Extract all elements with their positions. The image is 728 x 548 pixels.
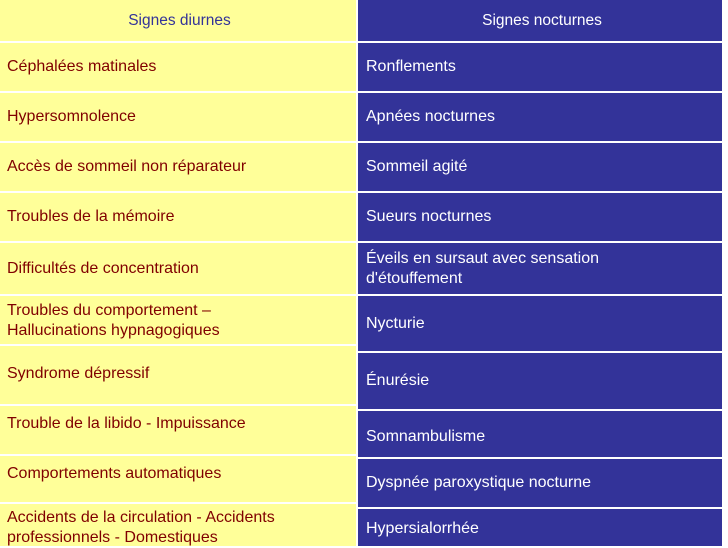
cell-text: Troubles du comportement – Hallucinations hypnagogiques xyxy=(7,302,220,339)
table-row xyxy=(0,406,356,454)
cell-text: Énurésie xyxy=(366,372,430,389)
table-row xyxy=(358,459,722,507)
cell-text: Sommeil agité xyxy=(366,158,468,175)
cell-text: Apnées nocturnes xyxy=(366,108,495,125)
cell-text: Troubles de la mémoire xyxy=(7,208,175,225)
cell-text: Accidents de la circulation - Accidents professionnels - Domestiques xyxy=(7,509,275,546)
table-row xyxy=(0,456,356,502)
table-row xyxy=(0,296,356,344)
header-daytime-signs xyxy=(0,0,356,41)
table-row xyxy=(358,296,722,351)
cell-text: Accès de sommeil non réparateur xyxy=(7,158,247,175)
table-row xyxy=(358,93,722,141)
header-nighttime-signs xyxy=(358,0,722,41)
table-row xyxy=(358,43,722,91)
table-row xyxy=(0,43,356,91)
table-row xyxy=(358,509,722,546)
table-row xyxy=(0,504,356,546)
table-row xyxy=(0,143,356,191)
cell-text: Syndrome dépressif xyxy=(7,365,150,382)
cell-text: Comportements automatiques xyxy=(7,465,222,482)
table-row xyxy=(358,353,722,409)
cell-text: Dyspnée paroxystique nocturne xyxy=(366,474,592,491)
table-row xyxy=(0,193,356,241)
cell-text: Difficultés de concentration xyxy=(7,259,199,277)
table-row xyxy=(358,411,722,457)
header-nighttime-label: Signes nocturnes xyxy=(482,11,602,29)
table-row xyxy=(358,143,722,191)
table-row xyxy=(0,93,356,141)
cell-text: Hypersialorrhée xyxy=(366,520,479,537)
header-daytime-label: Signes diurnes xyxy=(128,11,231,29)
cell-text: Éveils en sursaut avec sensation d'étouffement xyxy=(366,249,600,287)
table-row xyxy=(0,346,356,404)
cell-text: Hypersomnolence xyxy=(7,108,136,125)
table-row xyxy=(358,243,722,294)
cell-text: Céphalées matinales xyxy=(7,58,157,75)
cell-text: Trouble de la libido - Impuissance xyxy=(7,415,246,432)
cell-text: Nycturie xyxy=(366,314,425,332)
table-row xyxy=(0,243,356,294)
table-row xyxy=(358,193,722,241)
cell-text: Somnambulisme xyxy=(366,428,486,445)
cell-text: Ronflements xyxy=(366,58,456,75)
cell-text: Sueurs nocturnes xyxy=(366,208,492,225)
